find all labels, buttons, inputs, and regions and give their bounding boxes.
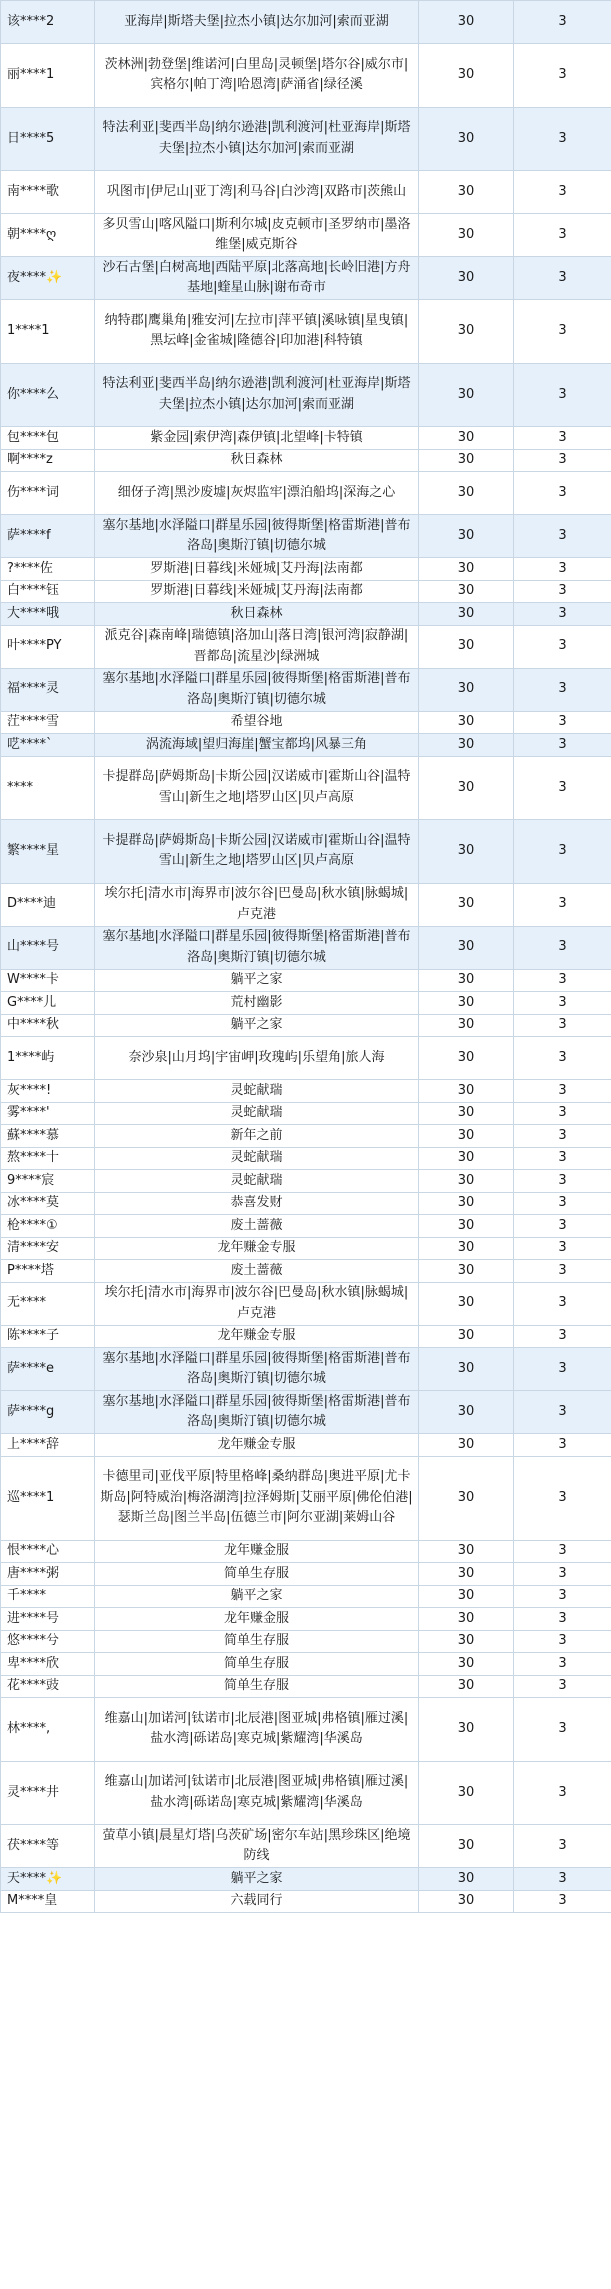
value-b-cell: 3 — [514, 969, 611, 992]
server-list-cell: 简单生存服 — [95, 1653, 419, 1676]
server-list-cell: 秋日森林 — [95, 449, 419, 472]
player-name-cell: 山****号 — [1, 926, 95, 969]
table-row — [1, 1698, 611, 1762]
server-list-cell: 塞尔基地|水泽隘口|群星乐园|彼得斯堡|格雷斯港|普布洛岛|奥斯汀镇|切德尔城 — [95, 668, 419, 711]
server-list-cell: 多贝雪山|喀风隘口|斯利尔城|皮克顿市|圣罗纳市|墨洛维堡|威克斯谷 — [95, 214, 419, 257]
value-b-cell: 3 — [514, 472, 611, 515]
player-name-cell: 萨****e — [1, 1348, 95, 1391]
value-a-cell: 30 — [419, 515, 514, 558]
value-a-cell: 30 — [419, 1868, 514, 1891]
player-name-cell: 巡****1 — [1, 1456, 95, 1540]
value-b-cell: 3 — [514, 1237, 611, 1260]
player-name-cell: 熬****十 — [1, 1147, 95, 1170]
server-list-cell: 紫金园|索伊湾|森伊镇|北望峰|卡特镇 — [95, 427, 419, 450]
value-a-cell: 30 — [419, 1653, 514, 1676]
value-b-cell: 3 — [514, 1260, 611, 1283]
server-list-cell: 特法利亚|斐西半岛|纳尔逊港|凯利渡河|杜亚海岸|斯塔夫堡|拉杰小镇|达尔加河|索而亚湖 — [95, 363, 419, 427]
value-b-cell: 3 — [514, 1391, 611, 1434]
value-b-cell: 3 — [514, 171, 611, 214]
player-name-cell: 伤****词 — [1, 472, 95, 515]
player-name-cell: D****迪 — [1, 883, 95, 926]
server-list-cell: 灵蛇献瑞 — [95, 1147, 419, 1170]
value-a-cell: 30 — [419, 734, 514, 757]
value-b-cell: 3 — [514, 44, 611, 108]
value-a-cell: 30 — [419, 1170, 514, 1193]
server-list-cell: 塞尔基地|水泽隘口|群星乐园|彼得斯堡|格雷斯港|普布洛岛|奥斯汀镇|切德尔城 — [95, 926, 419, 969]
player-name-cell: 清****安 — [1, 1237, 95, 1260]
player-name-cell: W****卡 — [1, 969, 95, 992]
server-list-cell: 灵蛇献瑞 — [95, 1080, 419, 1103]
value-b-cell: 3 — [514, 625, 611, 668]
value-a-cell: 30 — [419, 1630, 514, 1653]
server-list-cell: 萤草小镇|晨星灯塔|乌茨矿场|密尔车站|黑珍珠区|绝境防线 — [95, 1825, 419, 1868]
player-name-cell: 唐****粥 — [1, 1563, 95, 1586]
value-a-cell: 30 — [419, 580, 514, 603]
value-b-cell: 3 — [514, 515, 611, 558]
value-b-cell: 3 — [514, 1630, 611, 1653]
value-a-cell: 30 — [419, 756, 514, 820]
table-row — [1, 1014, 611, 1037]
table-row — [1, 668, 611, 711]
value-a-cell: 30 — [419, 1215, 514, 1238]
table-row — [1, 883, 611, 926]
server-list-cell: 塞尔基地|水泽隘口|群星乐园|彼得斯堡|格雷斯港|普布洛岛|奥斯汀镇|切德尔城 — [95, 1348, 419, 1391]
player-name-cell: 陈****子 — [1, 1325, 95, 1348]
value-b-cell: 3 — [514, 1325, 611, 1348]
value-a-cell: 30 — [419, 1563, 514, 1586]
value-a-cell: 30 — [419, 820, 514, 884]
table-row — [1, 992, 611, 1015]
table-row — [1, 580, 611, 603]
server-list-cell: 特法利亚|斐西半岛|纳尔逊港|凯利渡河|杜亚海岸|斯塔夫堡|拉杰小镇|达尔加河|索而亚湖 — [95, 107, 419, 171]
value-a-cell: 30 — [419, 300, 514, 364]
server-list-cell: 灵蛇献瑞 — [95, 1170, 419, 1193]
server-list-cell: 塞尔基地|水泽隘口|群星乐园|彼得斯堡|格雷斯港|普布洛岛|奥斯汀镇|切德尔城 — [95, 1391, 419, 1434]
server-list-cell: 派克谷|森南峰|瑞德镇|洛加山|落日湾|银河湾|寂静湖|晋都岛|流星沙|绿洲城 — [95, 625, 419, 668]
player-name-cell: 日****5 — [1, 107, 95, 171]
value-b-cell: 3 — [514, 756, 611, 820]
player-name-cell: P****塔 — [1, 1260, 95, 1283]
player-name-cell: 进****号 — [1, 1608, 95, 1631]
player-name-cell: 无**** — [1, 1282, 95, 1325]
value-b-cell: 3 — [514, 1192, 611, 1215]
value-b-cell: 3 — [514, 734, 611, 757]
value-b-cell: 3 — [514, 1348, 611, 1391]
server-list-cell: 埃尔托|清水市|海界市|波尔谷|巴曼岛|秋水镇|脉蝎城|卢克港 — [95, 1282, 419, 1325]
server-list-cell: 躺平之家 — [95, 1585, 419, 1608]
value-b-cell: 3 — [514, 1563, 611, 1586]
server-list-cell: 新年之前 — [95, 1125, 419, 1148]
table-row — [1, 756, 611, 820]
value-b-cell: 3 — [514, 1585, 611, 1608]
value-a-cell: 30 — [419, 427, 514, 450]
player-name-cell: 繁****星 — [1, 820, 95, 884]
table-row — [1, 44, 611, 108]
table-row — [1, 711, 611, 734]
value-b-cell: 3 — [514, 1653, 611, 1676]
value-a-cell: 30 — [419, 1890, 514, 1913]
table-row — [1, 1456, 611, 1540]
server-list-cell: 希望谷地 — [95, 711, 419, 734]
value-a-cell: 30 — [419, 1434, 514, 1457]
table-row — [1, 1192, 611, 1215]
server-list-cell: 埃尔托|清水市|海界市|波尔谷|巴曼岛|秋水镇|脉蝎城|卢克港 — [95, 883, 419, 926]
value-b-cell: 3 — [514, 1608, 611, 1631]
value-a-cell: 30 — [419, 1698, 514, 1762]
table-row — [1, 107, 611, 171]
value-b-cell: 3 — [514, 883, 611, 926]
value-a-cell: 30 — [419, 711, 514, 734]
server-list-cell: 塞尔基地|水泽隘口|群星乐园|彼得斯堡|格雷斯港|普布洛岛|奥斯汀镇|切德尔城 — [95, 515, 419, 558]
player-name-cell: 上****辞 — [1, 1434, 95, 1457]
value-a-cell: 30 — [419, 1014, 514, 1037]
player-name-cell: 包****包 — [1, 427, 95, 450]
value-a-cell: 30 — [419, 1391, 514, 1434]
player-name-cell: 丽****1 — [1, 44, 95, 108]
server-list-cell: 龙年赚金服 — [95, 1608, 419, 1631]
server-list-cell: 躺平之家 — [95, 1868, 419, 1891]
value-a-cell: 30 — [419, 1192, 514, 1215]
server-list-cell: 秋日森林 — [95, 603, 419, 626]
value-a-cell: 30 — [419, 257, 514, 300]
table-row — [1, 1585, 611, 1608]
player-name-cell: G****儿 — [1, 992, 95, 1015]
player-name-cell: 林****, — [1, 1698, 95, 1762]
player-name-cell: 灵****井 — [1, 1761, 95, 1825]
value-a-cell: 30 — [419, 668, 514, 711]
server-list-cell: 卡提群岛|萨姆斯岛|卡斯公园|汉诺威市|霍斯山谷|温特雪山|新生之地|塔罗山区|贝卢高原 — [95, 756, 419, 820]
table-row — [1, 1260, 611, 1283]
player-name-cell: 茳****雪 — [1, 711, 95, 734]
value-b-cell: 3 — [514, 1282, 611, 1325]
value-a-cell: 30 — [419, 1260, 514, 1283]
table-row — [1, 1630, 611, 1653]
value-a-cell: 30 — [419, 926, 514, 969]
server-list-cell: 罗斯港|日暮线|米娅城|艾丹海|法南都 — [95, 580, 419, 603]
value-b-cell: 3 — [514, 1698, 611, 1762]
value-b-cell: 3 — [514, 1456, 611, 1540]
server-list-cell: 茨林洲|勃登堡|维诺河|白里岛|灵顿堡|塔尔谷|威尔市|宾格尔|帕丁湾|哈恩湾|萨涌省|绿径溪 — [95, 44, 419, 108]
table-row — [1, 625, 611, 668]
player-name-cell: 茯****等 — [1, 1825, 95, 1868]
value-b-cell: 3 — [514, 580, 611, 603]
value-a-cell: 30 — [419, 1825, 514, 1868]
server-list-cell: 维嘉山|加诺河|钛诺市|北辰港|图亚城|弗格镇|雁过溪|盐水湾|砾诺岛|寒克城|紫耀湾|华溪岛 — [95, 1761, 419, 1825]
value-a-cell: 30 — [419, 1147, 514, 1170]
table-row — [1, 171, 611, 214]
value-b-cell: 3 — [514, 1014, 611, 1037]
value-a-cell: 30 — [419, 1761, 514, 1825]
player-name-cell: 灰****! — [1, 1080, 95, 1103]
table-row — [1, 427, 611, 450]
player-name-cell: 朝****ღ — [1, 214, 95, 257]
table-row — [1, 1147, 611, 1170]
table-row — [1, 1348, 611, 1391]
value-b-cell: 3 — [514, 1147, 611, 1170]
player-name-cell: 叶****PY — [1, 625, 95, 668]
player-name-cell: 你****么 — [1, 363, 95, 427]
value-a-cell: 30 — [419, 1608, 514, 1631]
server-list-cell: 巩图市|伊尼山|亚丁湾|利马谷|白沙湾|双路市|茨熊山 — [95, 171, 419, 214]
server-list-cell: 细伢子湾|黑沙废墟|灰烬监牢|漂泊船坞|深海之心 — [95, 472, 419, 515]
value-a-cell: 30 — [419, 1540, 514, 1563]
player-name-cell: **** — [1, 756, 95, 820]
value-b-cell: 3 — [514, 711, 611, 734]
value-b-cell: 3 — [514, 427, 611, 450]
server-list-cell: 恭喜发财 — [95, 1192, 419, 1215]
player-name-cell: 萨****f — [1, 515, 95, 558]
table-row — [1, 969, 611, 992]
table-row — [1, 1, 611, 44]
table-row — [1, 1037, 611, 1080]
server-list-cell: 简单生存服 — [95, 1675, 419, 1698]
server-list-cell: 六载同行 — [95, 1890, 419, 1913]
value-b-cell: 3 — [514, 257, 611, 300]
value-b-cell: 3 — [514, 820, 611, 884]
table-row — [1, 1675, 611, 1698]
value-a-cell: 30 — [419, 992, 514, 1015]
table-row — [1, 449, 611, 472]
player-name-cell: 啊****z — [1, 449, 95, 472]
server-list-cell: 沙石古堡|白树高地|西陆平原|北落高地|长岭旧港|方舟基地|蝰星山脉|谢布奇市 — [95, 257, 419, 300]
table-row — [1, 1825, 611, 1868]
value-a-cell: 30 — [419, 1080, 514, 1103]
value-b-cell: 3 — [514, 107, 611, 171]
value-a-cell: 30 — [419, 1237, 514, 1260]
server-list-cell: 罗斯港|日暮线|米娅城|艾丹海|法南都 — [95, 558, 419, 581]
server-list-cell: 卡提群岛|萨姆斯岛|卡斯公园|汉诺威市|霍斯山谷|温特雪山|新生之地|塔罗山区|贝卢高原 — [95, 820, 419, 884]
value-b-cell: 3 — [514, 992, 611, 1015]
server-list-cell: 龙年赚金专服 — [95, 1237, 419, 1260]
server-list-cell: 维嘉山|加诺河|钛诺市|北辰港|图亚城|弗格镇|雁过溪|盐水湾|砾诺岛|寒克城|紫耀湾|华溪岛 — [95, 1698, 419, 1762]
player-name-cell: M****皇 — [1, 1890, 95, 1913]
server-list-cell: 涡流海域|望归海崖|蟹宝都坞|风暴三角 — [95, 734, 419, 757]
table-row — [1, 820, 611, 884]
player-name-cell: 9****宸 — [1, 1170, 95, 1193]
player-name-cell: 呓****` — [1, 734, 95, 757]
player-name-cell: 冰****莫 — [1, 1192, 95, 1215]
server-list-cell: 躺平之家 — [95, 969, 419, 992]
value-a-cell: 30 — [419, 1, 514, 44]
player-name-cell: 福****灵 — [1, 668, 95, 711]
table-row — [1, 1215, 611, 1238]
player-name-cell: 天****✨ — [1, 1868, 95, 1891]
value-b-cell: 3 — [514, 1170, 611, 1193]
value-a-cell: 30 — [419, 1282, 514, 1325]
value-b-cell: 3 — [514, 1215, 611, 1238]
value-b-cell: 3 — [514, 1037, 611, 1080]
value-b-cell: 3 — [514, 1868, 611, 1891]
server-list-cell: 纳特郡|鹰巢角|雅安河|左拉市|萍平镇|溪咏镇|星曳镇|黑坛峰|金雀城|隆德谷|印加港|科特镇 — [95, 300, 419, 364]
table-row — [1, 214, 611, 257]
table-row — [1, 1868, 611, 1891]
value-a-cell: 30 — [419, 969, 514, 992]
value-b-cell: 3 — [514, 1761, 611, 1825]
table-row — [1, 734, 611, 757]
value-a-cell: 30 — [419, 44, 514, 108]
table-row — [1, 1563, 611, 1586]
server-list-cell: 废土蔷薇 — [95, 1215, 419, 1238]
table-row — [1, 300, 611, 364]
table-row — [1, 257, 611, 300]
value-b-cell: 3 — [514, 1, 611, 44]
server-list-cell: 躺平之家 — [95, 1014, 419, 1037]
server-list-cell: 灵蛇献瑞 — [95, 1102, 419, 1125]
value-b-cell: 3 — [514, 1675, 611, 1698]
table-row — [1, 363, 611, 427]
value-b-cell: 3 — [514, 1434, 611, 1457]
server-list-cell: 简单生存服 — [95, 1630, 419, 1653]
player-name-cell: 花****豉 — [1, 1675, 95, 1698]
server-list-cell: 卡德里司|亚伐平原|特里格峰|桑纳群岛|奥进平原|尤卡斯岛|阿特威治|梅洛湖湾|拉泽姆斯|艾丽平原|佛伦伯港|瑟斯兰岛|图兰半岛|伍德兰市|阿尔亚湖|莱姆山谷 — [95, 1456, 419, 1540]
table-row — [1, 1761, 611, 1825]
value-b-cell: 3 — [514, 1080, 611, 1103]
value-a-cell: 30 — [419, 883, 514, 926]
value-a-cell: 30 — [419, 363, 514, 427]
value-b-cell: 3 — [514, 300, 611, 364]
server-list-cell: 亚海岸|斯塔夫堡|拉杰小镇|达尔加河|索而亚湖 — [95, 1, 419, 44]
player-name-cell: 大****哦 — [1, 603, 95, 626]
table-row — [1, 926, 611, 969]
value-b-cell: 3 — [514, 214, 611, 257]
value-a-cell: 30 — [419, 1125, 514, 1148]
value-a-cell: 30 — [419, 472, 514, 515]
table-row — [1, 515, 611, 558]
table-row — [1, 603, 611, 626]
value-b-cell: 3 — [514, 926, 611, 969]
value-a-cell: 30 — [419, 1325, 514, 1348]
value-b-cell: 3 — [514, 449, 611, 472]
player-name-cell: 恨****心 — [1, 1540, 95, 1563]
value-b-cell: 3 — [514, 558, 611, 581]
player-name-cell: 该****2 — [1, 1, 95, 44]
table-row — [1, 1125, 611, 1148]
value-b-cell: 3 — [514, 603, 611, 626]
player-name-cell: 1****屿 — [1, 1037, 95, 1080]
value-b-cell: 3 — [514, 363, 611, 427]
player-name-cell: 夜****✨ — [1, 257, 95, 300]
server-list-cell: 龙年赚金服 — [95, 1540, 419, 1563]
table-row — [1, 1237, 611, 1260]
value-b-cell: 3 — [514, 1125, 611, 1148]
player-name-cell: 萨****g — [1, 1391, 95, 1434]
player-name-cell: 枪****① — [1, 1215, 95, 1238]
table-row — [1, 1391, 611, 1434]
value-a-cell: 30 — [419, 171, 514, 214]
value-a-cell: 30 — [419, 1037, 514, 1080]
value-b-cell: 3 — [514, 668, 611, 711]
player-name-cell: 南****歌 — [1, 171, 95, 214]
table-row — [1, 558, 611, 581]
table-row — [1, 1653, 611, 1676]
value-a-cell: 30 — [419, 107, 514, 171]
value-b-cell: 3 — [514, 1540, 611, 1563]
value-a-cell: 30 — [419, 1348, 514, 1391]
table-row — [1, 472, 611, 515]
value-a-cell: 30 — [419, 1675, 514, 1698]
value-a-cell: 30 — [419, 1585, 514, 1608]
server-list-cell: 龙年赚金专服 — [95, 1325, 419, 1348]
value-a-cell: 30 — [419, 625, 514, 668]
player-name-cell: 雾****' — [1, 1102, 95, 1125]
server-list-cell: 奈沙泉|山月坞|宇宙岬|玫瑰屿|乐望角|旅人海 — [95, 1037, 419, 1080]
server-list-cell: 荒村幽影 — [95, 992, 419, 1015]
table-row — [1, 1102, 611, 1125]
value-a-cell: 30 — [419, 558, 514, 581]
player-name-cell: 千**** — [1, 1585, 95, 1608]
player-name-cell: 蘇****慕 — [1, 1125, 95, 1148]
value-a-cell: 30 — [419, 603, 514, 626]
table-row — [1, 1170, 611, 1193]
player-name-cell: 中****秋 — [1, 1014, 95, 1037]
table-body — [1, 1, 611, 1913]
value-a-cell: 30 — [419, 214, 514, 257]
value-b-cell: 3 — [514, 1102, 611, 1125]
table-row — [1, 1080, 611, 1103]
server-list-cell: 简单生存服 — [95, 1563, 419, 1586]
player-name-cell: 悠****兮 — [1, 1630, 95, 1653]
player-name-cell: 卑****欣 — [1, 1653, 95, 1676]
table-row — [1, 1325, 611, 1348]
table-row — [1, 1608, 611, 1631]
player-name-cell: 白****钰 — [1, 580, 95, 603]
table-row — [1, 1540, 611, 1563]
player-name-cell: 1****1 — [1, 300, 95, 364]
value-b-cell: 3 — [514, 1890, 611, 1913]
player-name-cell: ?****佐 — [1, 558, 95, 581]
table-row — [1, 1282, 611, 1325]
server-list-cell: 龙年赚金专服 — [95, 1434, 419, 1457]
value-a-cell: 30 — [419, 1102, 514, 1125]
value-a-cell: 30 — [419, 1456, 514, 1540]
value-b-cell: 3 — [514, 1825, 611, 1868]
table-row — [1, 1434, 611, 1457]
value-a-cell: 30 — [419, 449, 514, 472]
server-list-cell: 废土蔷薇 — [95, 1260, 419, 1283]
table-row — [1, 1890, 611, 1913]
